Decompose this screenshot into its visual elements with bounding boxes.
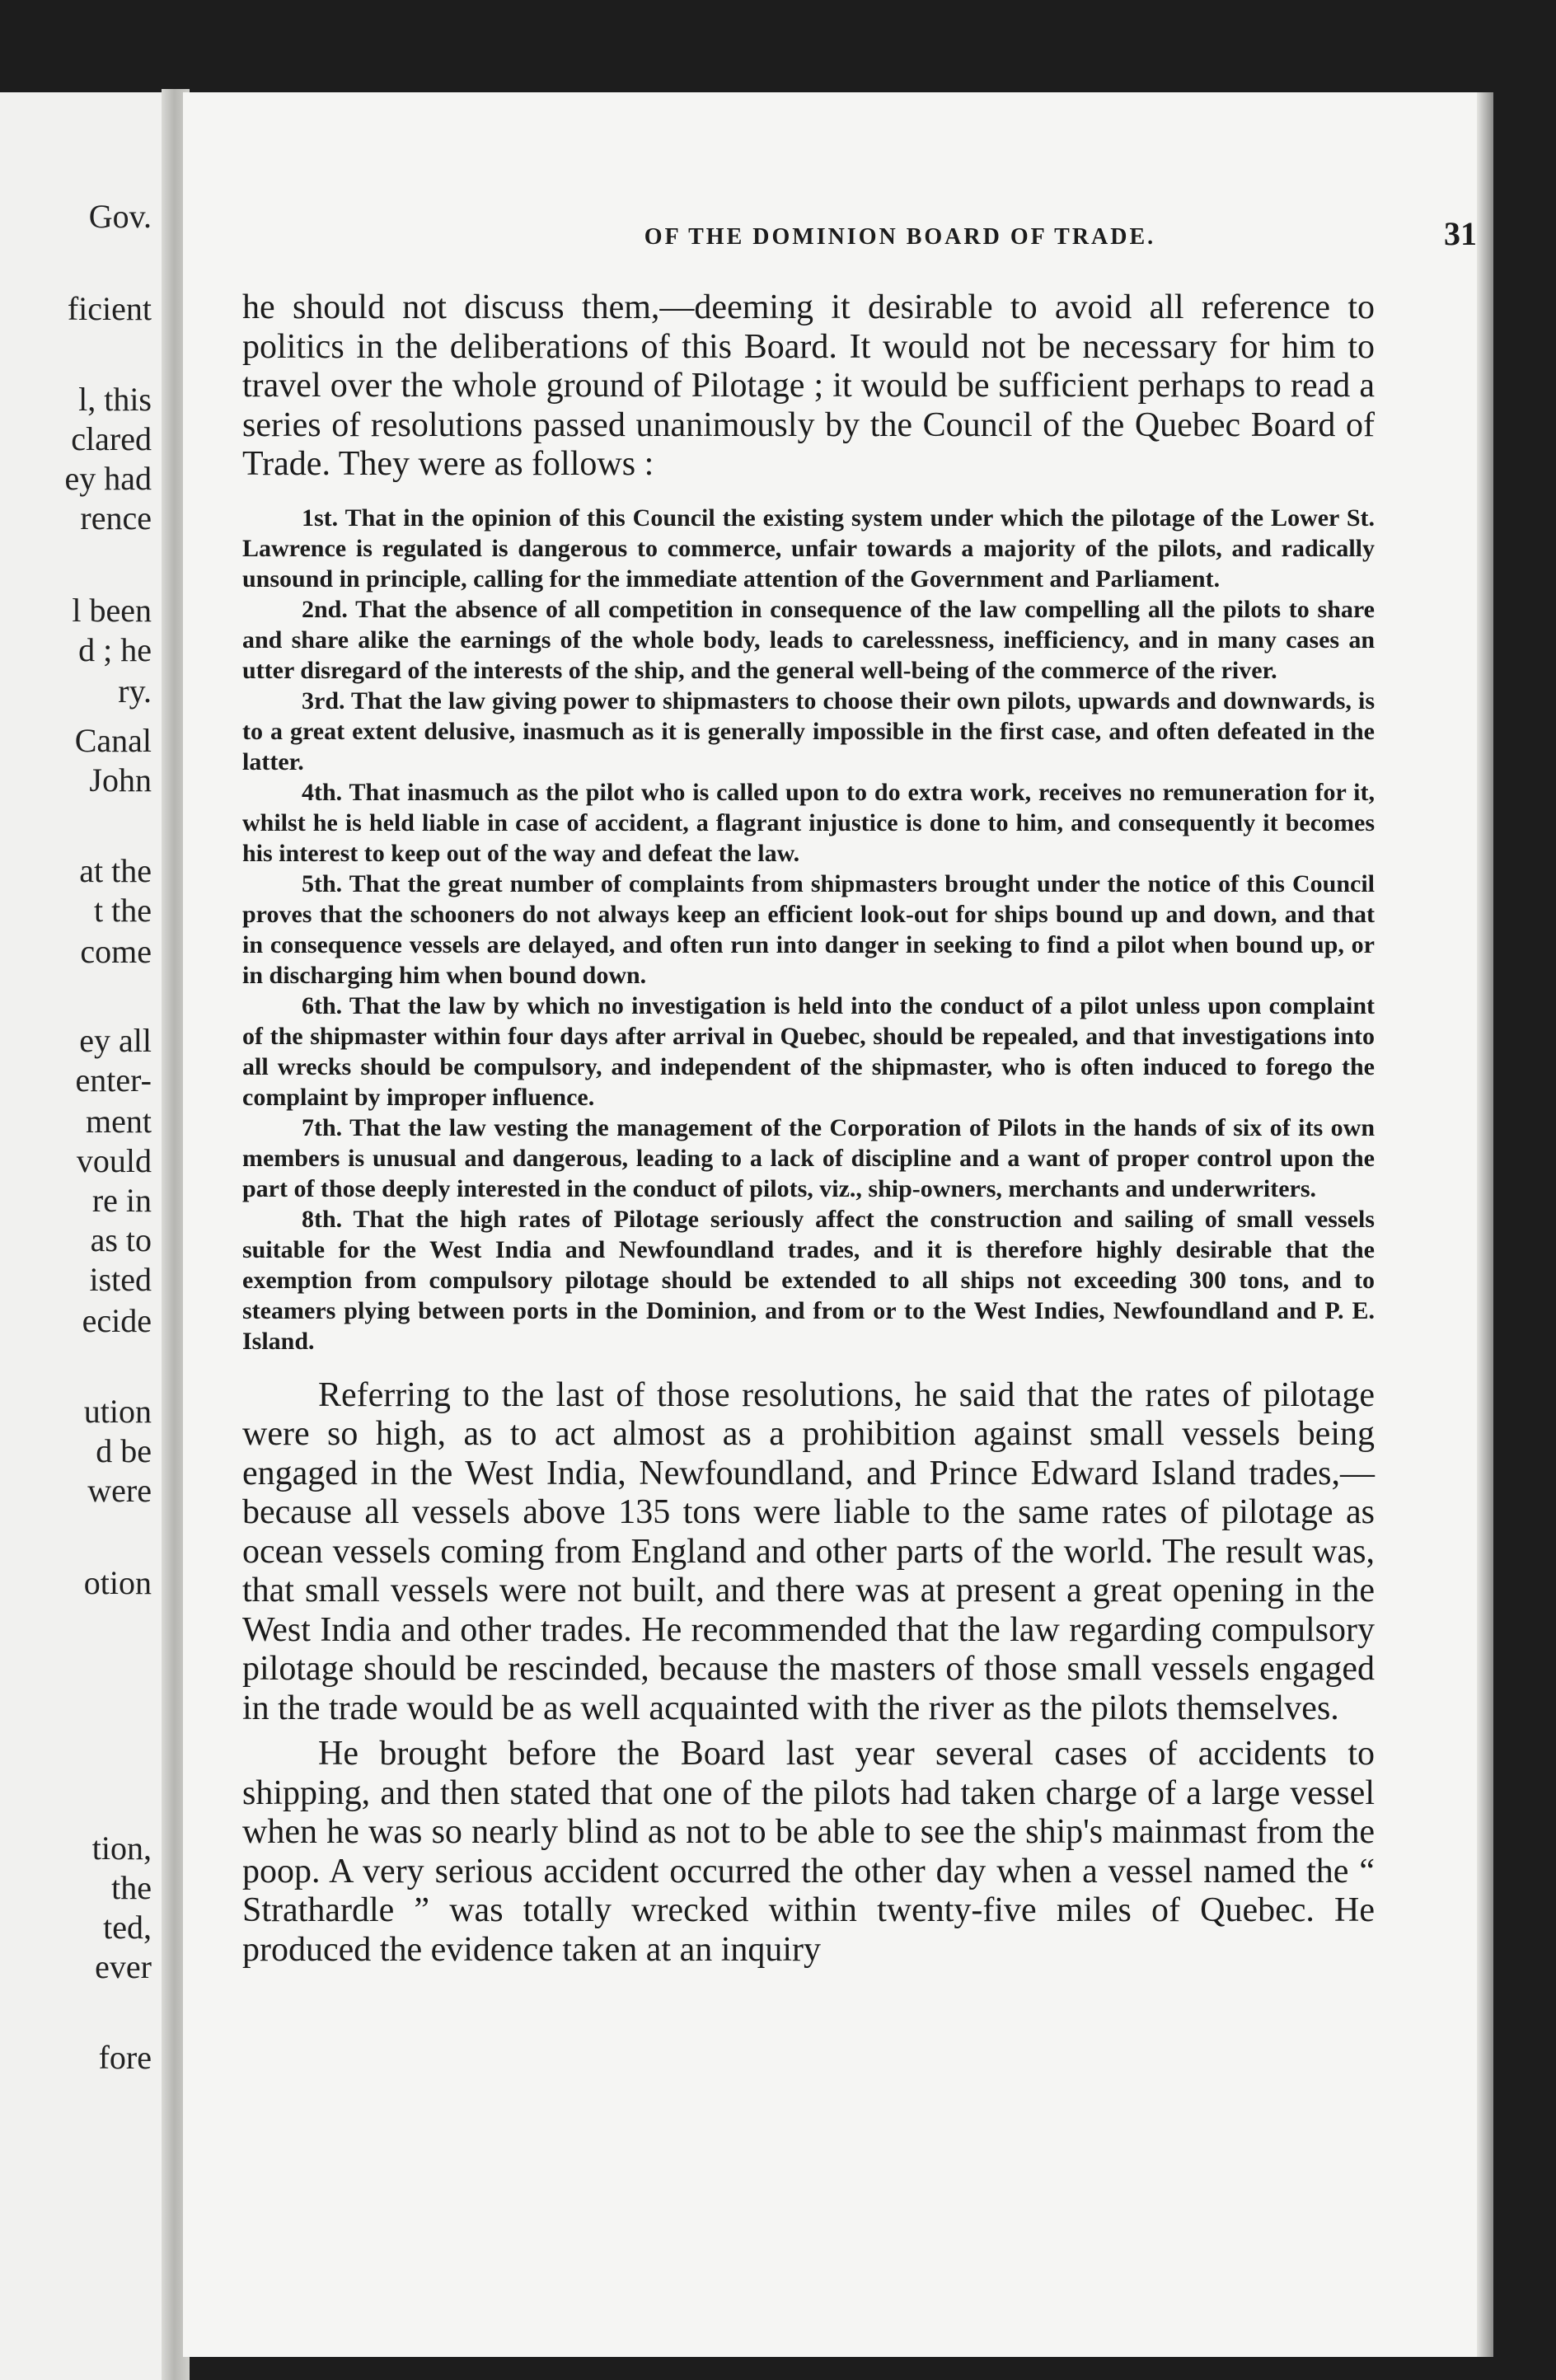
previous-page-line: ted, [103, 1909, 152, 1946]
previous-page-line: tion, [91, 1830, 152, 1867]
paragraph-accidents: He brought before the Board last year several cases of accidents to shipping, and then stated that one of the pilots had taken charge of a large vessel when he was so nearly blind as not to be able to see the ship's mainmast from the poop. A very serious accident occurred the other day when a vessel named the “ Strathardle ” was totally wrecked within twenty-five miles of Quebec. He produced the evidence taken at an inquiry [242, 1735, 1375, 1969]
previous-page-line: d ; he [78, 631, 152, 668]
previous-page-line: the [111, 1869, 152, 1906]
previous-page-line: ever [95, 1948, 152, 1985]
previous-page-line: as to [90, 1221, 152, 1258]
previous-page-line: John [89, 761, 152, 799]
previous-page-line: Canal [74, 722, 152, 759]
previous-page-line: ey had [64, 460, 152, 497]
page-number: 31 [1444, 215, 1477, 252]
previous-page-line: isted [89, 1261, 152, 1298]
previous-page-line: vould [76, 1142, 152, 1179]
previous-page-line: ecide [82, 1302, 152, 1339]
previous-page-line: come [80, 933, 152, 970]
previous-page-line: were [87, 1472, 152, 1509]
resolutions-list [242, 503, 1375, 1356]
previous-page-line: l been [72, 592, 152, 629]
previous-page-line: at the [79, 852, 152, 889]
resolution-3: 3rd. That the law giving power to shipmasters to choose their own pilots, upwards and downwards, is to a great extent delusive, inasmuch as it is generally impossible in the first case, and often defeated in the latter. [242, 686, 1375, 775]
resolution-4: 4th. That inasmuch as the pilot who is called upon to do extra work, receives no remuneration for it, whilst he is held liable in case of accident, a flagrant injustice is done to him, and consequently it becomes his interest to keep out of the way and defeat the law. [242, 778, 1375, 867]
previous-page-line: ey all [79, 1022, 152, 1059]
previous-page-line: ution [83, 1393, 152, 1430]
previous-page-line: ment [86, 1103, 152, 1140]
previous-page-line: ry. [118, 672, 152, 710]
intro-paragraph: he should not discuss them,—deeming it desirable to avoid all reference to politics in the deliberations of this Board. It would not be necessary for him to travel over the whole ground of Pilotage ; it would be sufficient perhaps to read a series of resolutions passed unanimously by the Council of the Quebec Board of Trade. They were as follows : [242, 288, 1375, 483]
resolution-2: 2nd. That the absence of all competition in consequence of the law compelling all the pilots to share and share alike the earnings of the whole body, leads to carelessness, inefficiency, and in many cases an utter disregard of the interests of the ship, and the general well-being of the commerce of the river. [242, 595, 1375, 684]
running-head: OF THE DOMINION BOARD OF TRADE. [644, 224, 1156, 250]
previous-page-line: Gov. [88, 198, 152, 235]
page-body [242, 288, 1375, 1970]
previous-page-line: d be [96, 1432, 152, 1469]
previous-page-line: ficient [67, 290, 152, 327]
resolution-1: 1st. That in the opinion of this Council the existing system under which the pilotage of the Lower St. Lawrence is regulated is dangerous to commerce, unfair towards a majority of the pilots, and radically unsound in principle, calling for the immediate attention of the Government and Parliament. [242, 504, 1375, 593]
resolution-7: 7th. That the law vesting the management of the Corporation of Pilots in the hands of six of its own members is unusual and dangerous, leading to a lack of discipline and a want of proper control upon the part of those deeply interested in the conduct of pilots, viz., ship-owners, merchants and underwriters. [242, 1113, 1375, 1202]
resolution-6: 6th. That the law by which no investigation is held into the conduct of a pilot unless upon complaint of the shipmaster within four days after arrival in Quebec, should be repealed, and that investigations into all wrecks should be compulsory, and independent of the shipmaster, who is often induced to forego the complaint by improper influence. [242, 991, 1375, 1111]
resolution-5: 5th. That the great number of complaints from shipmasters brought under the notice of this Council proves that the schooners do not always keep an efficient look-out for ships bound up and down, and that in consequence vessels are delayed, and often run into danger in seeking to find a pilot when bound up, or in discharging him when bound down. [242, 869, 1375, 989]
previous-page-line: l, this [78, 381, 152, 418]
previous-page-line: rence [80, 499, 152, 536]
paragraph-pilotage-rates: Referring to the last of those resolutions, he said that the rates of pilotage were so high, as to act almost as a prohibition against small vessels being engaged in the West India, Newfoundland, and Prince Edward Island trades,—because all vessels above 135 tons were liable to the same rates of pilotage as ocean vessels coming from England and other parts of the world. The result was, that small vessels were not built, and there was at present a great opening in the West India and other trades. He recommended that the law regarding compulsory pilotage should be rescinded, because the masters of those small vessels engaged in the trade would be as well acquainted with the river as the pilots themselves. [242, 1375, 1375, 1727]
previous-page-line: fore [98, 2039, 152, 2076]
book-page [183, 92, 1477, 2357]
previous-page-line: enter- [75, 1061, 152, 1099]
previous-page-line: otion [83, 1564, 152, 1601]
previous-page-fragment [0, 92, 165, 2380]
previous-page-line: clared [71, 420, 152, 457]
previous-page-line: t the [94, 892, 152, 929]
previous-page-line: re in [91, 1182, 152, 1219]
resolution-8: 8th. That the high rates of Pilotage seriously affect the construction and sailing of small vessels suitable for the West India and Newfoundland trades, and it is therefore highly desirable that the exemption from compulsory pilotage should be extended to all ships not exceeding 300 tons, and to steamers plying between ports in the Dominion, and from or to the West Indies, Newfoundland and P. E. Island. [242, 1205, 1375, 1355]
